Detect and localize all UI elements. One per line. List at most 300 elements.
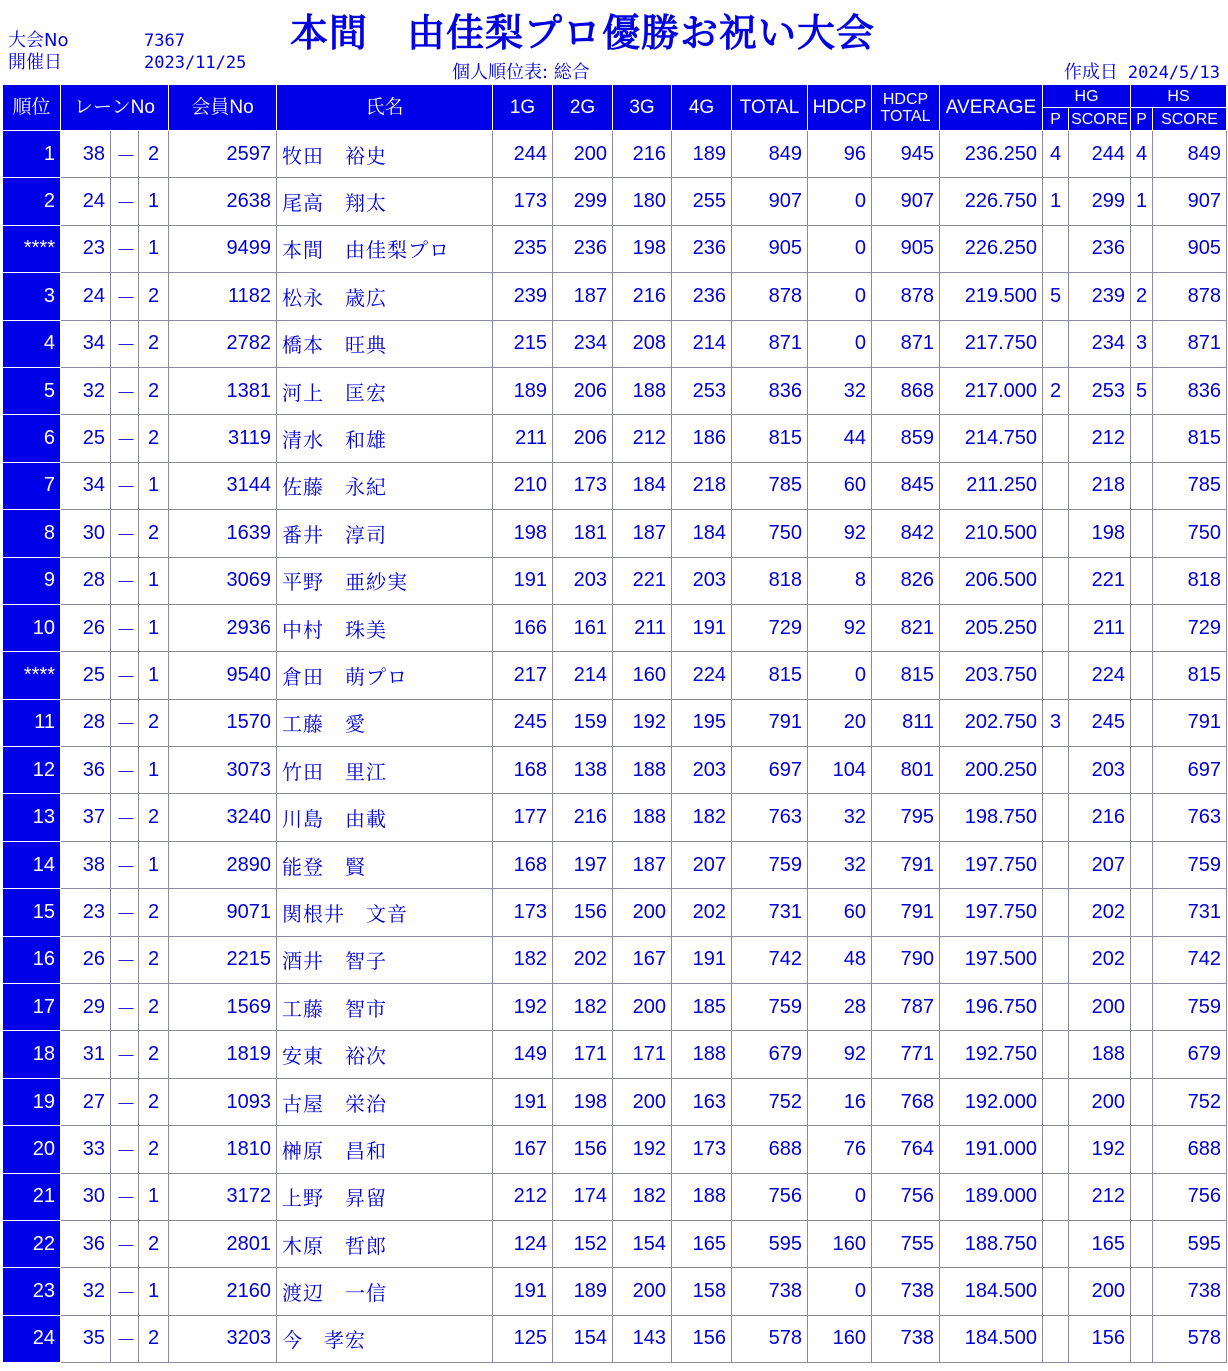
game4-cell: 255: [672, 178, 732, 225]
lane-dash: －: [111, 794, 139, 841]
lane-dash: －: [111, 415, 139, 462]
total-cell: 815: [732, 652, 808, 699]
hdcp-cell: 32: [808, 794, 872, 841]
lane-dash: －: [111, 889, 139, 936]
member-no-cell: 2782: [169, 320, 277, 367]
hs-place-cell: [1131, 415, 1153, 462]
rank-cell: 1: [3, 131, 61, 178]
game1-cell: 192: [493, 984, 553, 1031]
game4-cell: 203: [672, 557, 732, 604]
hs-place-cell: [1131, 510, 1153, 557]
game1-cell: 198: [493, 510, 553, 557]
game1-cell: 244: [493, 131, 553, 178]
lane-dash: －: [111, 699, 139, 746]
rank-cell: 20: [3, 1126, 61, 1173]
hdcp-total-cell: 845: [872, 462, 940, 509]
game3-cell: 192: [613, 699, 672, 746]
hdcp-total-cell: 738: [872, 1268, 940, 1315]
col-hdcp-total: [872, 85, 940, 131]
average-cell: 197.500: [940, 936, 1043, 983]
average-cell: 217.000: [940, 367, 1043, 414]
col-name: 氏名: [277, 85, 493, 131]
total-cell: 759: [732, 984, 808, 1031]
hdcp-total-cell: 907: [872, 178, 940, 225]
hs-place-cell: [1131, 1078, 1153, 1125]
lane-dash: －: [111, 1078, 139, 1125]
game4-cell: 191: [672, 604, 732, 651]
hs-place-cell: [1131, 984, 1153, 1031]
game2-cell: 203: [553, 557, 613, 604]
game1-cell: 182: [493, 936, 553, 983]
game1-cell: 191: [493, 1078, 553, 1125]
table-row: [3, 225, 1227, 272]
game4-cell: 186: [672, 415, 732, 462]
hg-score-cell: 234: [1069, 320, 1131, 367]
hg-place-cell: [1043, 1315, 1069, 1362]
player-name-cell: 榊原 昌和: [277, 1126, 493, 1173]
rank-cell: 3: [3, 273, 61, 320]
game4-cell: 191: [672, 936, 732, 983]
member-no-cell: 2936: [169, 604, 277, 651]
rank-cell: 15: [3, 889, 61, 936]
lane-sub-cell: 2: [139, 794, 169, 841]
game3-cell: 198: [613, 225, 672, 272]
game4-cell: 173: [672, 1126, 732, 1173]
rank-cell: 23: [3, 1268, 61, 1315]
lane-dash: －: [111, 1031, 139, 1078]
rank-cell: 13: [3, 794, 61, 841]
hg-score-cell: 202: [1069, 936, 1131, 983]
game1-cell: 245: [493, 699, 553, 746]
member-no-cell: 2160: [169, 1268, 277, 1315]
hg-score-cell: 211: [1069, 604, 1131, 651]
game3-cell: 216: [613, 131, 672, 178]
hs-place-cell: [1131, 794, 1153, 841]
game3-cell: 200: [613, 984, 672, 1031]
game4-cell: 203: [672, 747, 732, 794]
lane-sub-cell: 2: [139, 889, 169, 936]
member-no-cell: 3069: [169, 557, 277, 604]
lane-cell: 34: [61, 320, 111, 367]
lane-sub-cell: 2: [139, 415, 169, 462]
game3-cell: 167: [613, 936, 672, 983]
average-cell: 226.250: [940, 225, 1043, 272]
total-cell: 759: [732, 841, 808, 888]
col-3g: 3G: [613, 85, 672, 131]
hdcp-total-cell: 791: [872, 841, 940, 888]
hdcp-cell: 96: [808, 131, 872, 178]
player-name-cell: 安東 裕次: [277, 1031, 493, 1078]
lane-sub-cell: 1: [139, 841, 169, 888]
hg-score-cell: 198: [1069, 510, 1131, 557]
game1-cell: 210: [493, 462, 553, 509]
game4-cell: 185: [672, 984, 732, 1031]
table-row: [3, 1078, 1227, 1125]
game2-cell: 156: [553, 1126, 613, 1173]
hg-place-cell: [1043, 1173, 1069, 1220]
lane-cell: 25: [61, 652, 111, 699]
hg-place-cell: [1043, 320, 1069, 367]
hg-place-cell: [1043, 936, 1069, 983]
lane-sub-cell: 2: [139, 510, 169, 557]
hg-place-cell: [1043, 462, 1069, 509]
col-hg-p: P: [1043, 108, 1069, 131]
hdcp-cell: 20: [808, 699, 872, 746]
hg-place-cell: 4: [1043, 131, 1069, 178]
col-hg: HG: [1043, 85, 1131, 108]
hs-place-cell: [1131, 604, 1153, 651]
hs-score-cell: 756: [1153, 1173, 1227, 1220]
hdcp-total-cell: 811: [872, 699, 940, 746]
col-hs: HS: [1131, 85, 1227, 108]
game1-cell: 124: [493, 1220, 553, 1267]
rank-cell: 24: [3, 1315, 61, 1362]
rank-cell: ****: [3, 652, 61, 699]
rank-cell: 14: [3, 841, 61, 888]
total-cell: 679: [732, 1031, 808, 1078]
game2-cell: 182: [553, 984, 613, 1031]
hg-place-cell: [1043, 557, 1069, 604]
hdcp-cell: 0: [808, 320, 872, 367]
game2-cell: 171: [553, 1031, 613, 1078]
game1-cell: 168: [493, 841, 553, 888]
hdcp-cell: 8: [808, 557, 872, 604]
hdcp-cell: 44: [808, 415, 872, 462]
hg-place-cell: [1043, 841, 1069, 888]
player-name-cell: 上野 昇留: [277, 1173, 493, 1220]
total-cell: 849: [732, 131, 808, 178]
game3-cell: 221: [613, 557, 672, 604]
hdcp-total-cell: 801: [872, 747, 940, 794]
hs-score-cell: 907: [1153, 178, 1227, 225]
player-name-cell: 平野 亜紗実: [277, 557, 493, 604]
lane-sub-cell: 1: [139, 652, 169, 699]
average-cell: 219.500: [940, 273, 1043, 320]
hdcp-cell: 76: [808, 1126, 872, 1173]
hdcp-cell: 92: [808, 1031, 872, 1078]
hs-place-cell: [1131, 557, 1153, 604]
member-no-cell: 9540: [169, 652, 277, 699]
average-cell: 189.000: [940, 1173, 1043, 1220]
average-cell: 217.750: [940, 320, 1043, 367]
member-no-cell: 9071: [169, 889, 277, 936]
average-cell: 192.000: [940, 1078, 1043, 1125]
game3-cell: 187: [613, 841, 672, 888]
lane-cell: 26: [61, 936, 111, 983]
hdcp-cell: 92: [808, 604, 872, 651]
lane-sub-cell: 2: [139, 936, 169, 983]
tournament-no-row: [8, 30, 246, 52]
member-no-cell: 3203: [169, 1315, 277, 1362]
hs-place-cell: [1131, 1220, 1153, 1267]
lane-cell: 33: [61, 1126, 111, 1173]
lane-cell: 30: [61, 1173, 111, 1220]
player-name-cell: 古屋 栄治: [277, 1078, 493, 1125]
hs-score-cell: 738: [1153, 1268, 1227, 1315]
game4-cell: 189: [672, 131, 732, 178]
hdcp-cell: 0: [808, 273, 872, 320]
game2-cell: 198: [553, 1078, 613, 1125]
game4-cell: 224: [672, 652, 732, 699]
hg-score-cell: 218: [1069, 462, 1131, 509]
game2-cell: 206: [553, 367, 613, 414]
game2-cell: 206: [553, 415, 613, 462]
created-date-value: 2024/5/13: [1127, 63, 1220, 83]
hs-score-cell: 688: [1153, 1126, 1227, 1173]
game2-cell: 154: [553, 1315, 613, 1362]
lane-sub-cell: 2: [139, 1031, 169, 1078]
table-row: [3, 1315, 1227, 1362]
lane-cell: 37: [61, 794, 111, 841]
total-cell: 750: [732, 510, 808, 557]
hs-score-cell: 849: [1153, 131, 1227, 178]
hg-score-cell: 165: [1069, 1220, 1131, 1267]
total-cell: 818: [732, 557, 808, 604]
game2-cell: 187: [553, 273, 613, 320]
col-average: AVERAGE: [940, 85, 1043, 131]
hg-score-cell: 200: [1069, 984, 1131, 1031]
game3-cell: 160: [613, 652, 672, 699]
game3-cell: 184: [613, 462, 672, 509]
hs-score-cell: 731: [1153, 889, 1227, 936]
hg-score-cell: 212: [1069, 1173, 1131, 1220]
lane-dash: －: [111, 1315, 139, 1362]
total-cell: 791: [732, 699, 808, 746]
lane-cell: 28: [61, 557, 111, 604]
member-no-cell: 1569: [169, 984, 277, 1031]
total-cell: 785: [732, 462, 808, 509]
lane-cell: 28: [61, 699, 111, 746]
game4-cell: 218: [672, 462, 732, 509]
lane-dash: －: [111, 1268, 139, 1315]
game3-cell: 208: [613, 320, 672, 367]
hdcp-cell: 32: [808, 841, 872, 888]
total-cell: 595: [732, 1220, 808, 1267]
game1-cell: 177: [493, 794, 553, 841]
hdcp-total-cell: 787: [872, 984, 940, 1031]
lane-cell: 35: [61, 1315, 111, 1362]
lane-cell: 26: [61, 604, 111, 651]
game1-cell: 191: [493, 1268, 553, 1315]
total-cell: 763: [732, 794, 808, 841]
hdcp-cell: 0: [808, 225, 872, 272]
hdcp-total-cell: 878: [872, 273, 940, 320]
game4-cell: 156: [672, 1315, 732, 1362]
game1-cell: 149: [493, 1031, 553, 1078]
hg-score-cell: 244: [1069, 131, 1131, 178]
table-row: [3, 557, 1227, 604]
hs-place-cell: [1131, 699, 1153, 746]
hg-place-cell: [1043, 510, 1069, 557]
lane-dash: －: [111, 652, 139, 699]
lane-dash: －: [111, 273, 139, 320]
hg-score-cell: 156: [1069, 1315, 1131, 1362]
rank-cell: 17: [3, 984, 61, 1031]
player-name-cell: 木原 哲郎: [277, 1220, 493, 1267]
hdcp-total-cell: 815: [872, 652, 940, 699]
game3-cell: 171: [613, 1031, 672, 1078]
col-hdcp-total-line1: HDCP: [882, 90, 929, 108]
player-name-cell: 酒井 智子: [277, 936, 493, 983]
average-cell: 226.750: [940, 178, 1043, 225]
lane-dash: －: [111, 936, 139, 983]
table-row: [3, 747, 1227, 794]
member-no-cell: 1810: [169, 1126, 277, 1173]
game3-cell: 216: [613, 273, 672, 320]
member-no-cell: 2597: [169, 131, 277, 178]
results-table: [2, 84, 1227, 1363]
col-hg-score: SCORE: [1069, 108, 1131, 131]
game2-cell: 173: [553, 462, 613, 509]
lane-dash: －: [111, 984, 139, 1031]
rank-cell: 10: [3, 604, 61, 651]
member-no-cell: 3073: [169, 747, 277, 794]
game3-cell: 143: [613, 1315, 672, 1362]
table-row: [3, 604, 1227, 651]
hs-place-cell: [1131, 225, 1153, 272]
game3-cell: 212: [613, 415, 672, 462]
member-no-cell: 1093: [169, 1078, 277, 1125]
game3-cell: 200: [613, 889, 672, 936]
hdcp-total-cell: 756: [872, 1173, 940, 1220]
table-row: [3, 1031, 1227, 1078]
hg-score-cell: 239: [1069, 273, 1131, 320]
hdcp-total-cell: 905: [872, 225, 940, 272]
average-cell: 198.750: [940, 794, 1043, 841]
hg-place-cell: [1043, 604, 1069, 651]
average-cell: 197.750: [940, 841, 1043, 888]
game2-cell: 197: [553, 841, 613, 888]
rank-cell: 16: [3, 936, 61, 983]
average-cell: 184.500: [940, 1268, 1043, 1315]
player-name-cell: 中村 珠美: [277, 604, 493, 651]
lane-sub-cell: 2: [139, 1315, 169, 1362]
hs-score-cell: 836: [1153, 367, 1227, 414]
rank-cell: ****: [3, 225, 61, 272]
player-name-cell: 関根井 文音: [277, 889, 493, 936]
hg-place-cell: 5: [1043, 273, 1069, 320]
lane-cell: 24: [61, 273, 111, 320]
member-no-cell: 3172: [169, 1173, 277, 1220]
lane-dash: －: [111, 225, 139, 272]
total-cell: 815: [732, 415, 808, 462]
game3-cell: 188: [613, 367, 672, 414]
game4-cell: 184: [672, 510, 732, 557]
table-row: [3, 415, 1227, 462]
lane-sub-cell: 2: [139, 699, 169, 746]
lane-sub-cell: 2: [139, 1220, 169, 1267]
table-row: [3, 367, 1227, 414]
total-cell: 697: [732, 747, 808, 794]
hs-score-cell: 750: [1153, 510, 1227, 557]
lane-cell: 34: [61, 462, 111, 509]
game1-cell: 235: [493, 225, 553, 272]
average-cell: 191.000: [940, 1126, 1043, 1173]
hdcp-cell: 104: [808, 747, 872, 794]
game1-cell: 173: [493, 889, 553, 936]
game1-cell: 215: [493, 320, 553, 367]
event-date-label: 開催日: [8, 52, 62, 73]
hdcp-cell: 0: [808, 178, 872, 225]
member-no-cell: 9499: [169, 225, 277, 272]
hg-place-cell: [1043, 889, 1069, 936]
player-name-cell: 倉田 萌プロ: [277, 652, 493, 699]
member-no-cell: 2638: [169, 178, 277, 225]
rank-cell: 4: [3, 320, 61, 367]
player-name-cell: 渡辺 一信: [277, 1268, 493, 1315]
table-row: [3, 794, 1227, 841]
game4-cell: 202: [672, 889, 732, 936]
lane-cell: 24: [61, 178, 111, 225]
hdcp-cell: 0: [808, 1268, 872, 1315]
lane-dash: －: [111, 1220, 139, 1267]
lane-sub-cell: 1: [139, 604, 169, 651]
lane-cell: 31: [61, 1031, 111, 1078]
hg-score-cell: 216: [1069, 794, 1131, 841]
player-name-cell: 竹田 里江: [277, 747, 493, 794]
total-cell: 907: [732, 178, 808, 225]
lane-dash: －: [111, 604, 139, 651]
hg-score-cell: 221: [1069, 557, 1131, 604]
total-cell: 752: [732, 1078, 808, 1125]
table-row: [3, 320, 1227, 367]
rank-cell: 2: [3, 178, 61, 225]
game2-cell: 189: [553, 1268, 613, 1315]
member-no-cell: 1381: [169, 367, 277, 414]
page-title: 本間 由佳梨プロ優勝お祝い大会: [290, 11, 876, 55]
hs-score-cell: 679: [1153, 1031, 1227, 1078]
lane-cell: 27: [61, 1078, 111, 1125]
game4-cell: 195: [672, 699, 732, 746]
lane-sub-cell: 1: [139, 178, 169, 225]
hdcp-total-cell: 859: [872, 415, 940, 462]
lane-sub-cell: 1: [139, 1173, 169, 1220]
col-lane: レーンNo: [61, 85, 169, 131]
hdcp-total-cell: 755: [872, 1220, 940, 1267]
hg-score-cell: 192: [1069, 1126, 1131, 1173]
game2-cell: 234: [553, 320, 613, 367]
hs-score-cell: 742: [1153, 936, 1227, 983]
lane-sub-cell: 2: [139, 273, 169, 320]
hg-score-cell: 212: [1069, 415, 1131, 462]
rank-cell: 11: [3, 699, 61, 746]
rank-cell: 12: [3, 747, 61, 794]
col-4g: 4G: [672, 85, 732, 131]
average-cell: 211.250: [940, 462, 1043, 509]
hs-score-cell: 791: [1153, 699, 1227, 746]
table-row: [3, 510, 1227, 557]
lane-dash: －: [111, 1173, 139, 1220]
lane-dash: －: [111, 841, 139, 888]
game2-cell: 236: [553, 225, 613, 272]
hs-score-cell: 595: [1153, 1220, 1227, 1267]
table-row: [3, 1126, 1227, 1173]
rank-cell: 9: [3, 557, 61, 604]
game2-cell: 156: [553, 889, 613, 936]
lane-sub-cell: 1: [139, 557, 169, 604]
table-row: [3, 699, 1227, 746]
hg-place-cell: [1043, 415, 1069, 462]
hg-score-cell: 202: [1069, 889, 1131, 936]
total-cell: 578: [732, 1315, 808, 1362]
lane-sub-cell: 1: [139, 747, 169, 794]
hg-score-cell: 188: [1069, 1031, 1131, 1078]
hg-place-cell: [1043, 225, 1069, 272]
lane-dash: －: [111, 320, 139, 367]
hg-place-cell: [1043, 1268, 1069, 1315]
lane-dash: －: [111, 178, 139, 225]
hdcp-total-cell: 868: [872, 367, 940, 414]
